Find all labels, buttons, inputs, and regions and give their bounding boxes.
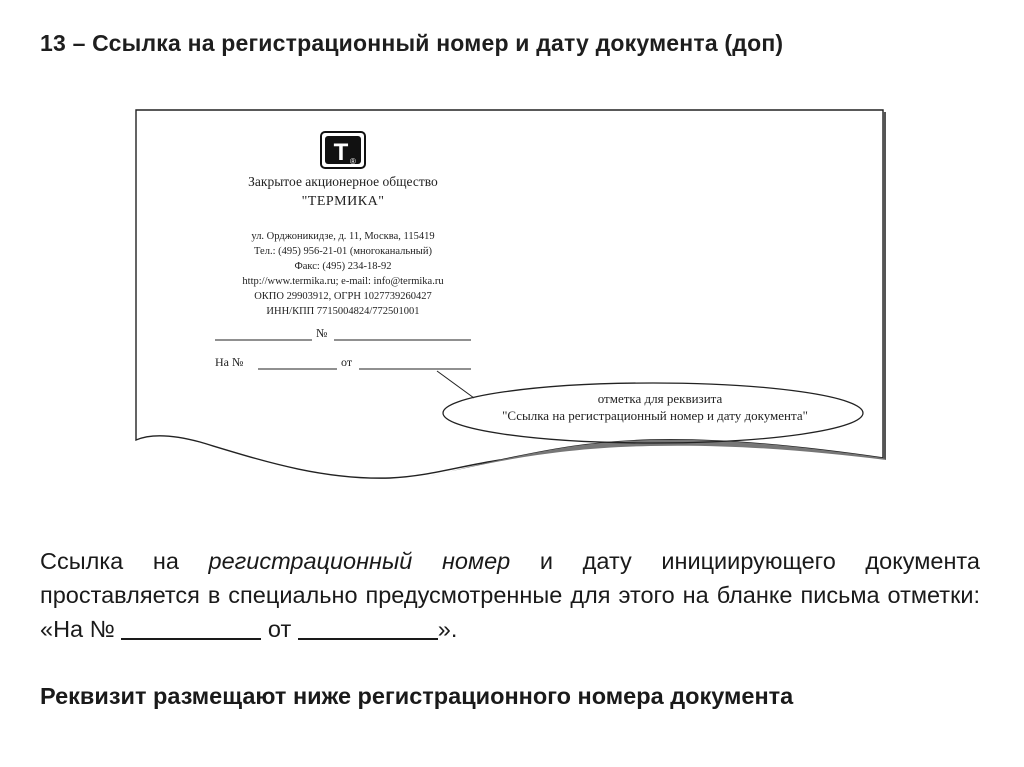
callout-line1: отметка для реквизита: [597, 391, 723, 406]
termika-logo-icon: [321, 132, 365, 168]
org-okpo: ОКПО 29903912, ОГРН 1027739260427: [254, 291, 432, 302]
org-inn: ИНН/КПП 7715004824/772501001: [266, 306, 420, 317]
body-paragraph: [40, 544, 980, 646]
placement-note: Реквизит размещают ниже регистрационного номера документа: [40, 683, 794, 709]
logo-letter: Т: [333, 139, 349, 166]
org-web: http://www.termika.ru; e-mail: info@termika.ru: [242, 276, 444, 287]
callout-line2: "Ссылка на регистрационный номер и дату документа": [502, 408, 808, 423]
ref-from: от: [341, 355, 353, 369]
ref-prefix: На №: [215, 355, 244, 369]
org-name: "ТЕРМИКА": [301, 194, 385, 209]
org-type: Закрытое акционерное общество: [248, 174, 438, 189]
reg-number-sign: №: [316, 326, 328, 340]
para-emphasis: регистрационный номер: [208, 548, 511, 574]
page-title: 13 – Ссылка на регистрационный номер и дату документа (доп): [40, 30, 784, 56]
para-text-end: ».: [437, 616, 458, 642]
logo-registered-mark: ®: [350, 157, 356, 166]
paper-shadow: [883, 112, 886, 460]
para-text-from: от: [261, 616, 298, 642]
org-fax: Факс: (495) 234-18-92: [294, 261, 392, 272]
para-text-middle: и дату инициирующего документа проставляется в специально предусмотренные для этого на бланке письма отметки: «На №: [40, 548, 980, 642]
number-blank: [121, 614, 261, 640]
org-address: ул. Орджоникидзе, д. 11, Москва, 115419: [251, 231, 435, 242]
para-text-start: Ссылка на: [40, 548, 209, 574]
date-blank: [298, 614, 438, 640]
org-phone: Тел.: (495) 956-21-01 (многоканальный): [254, 246, 432, 257]
